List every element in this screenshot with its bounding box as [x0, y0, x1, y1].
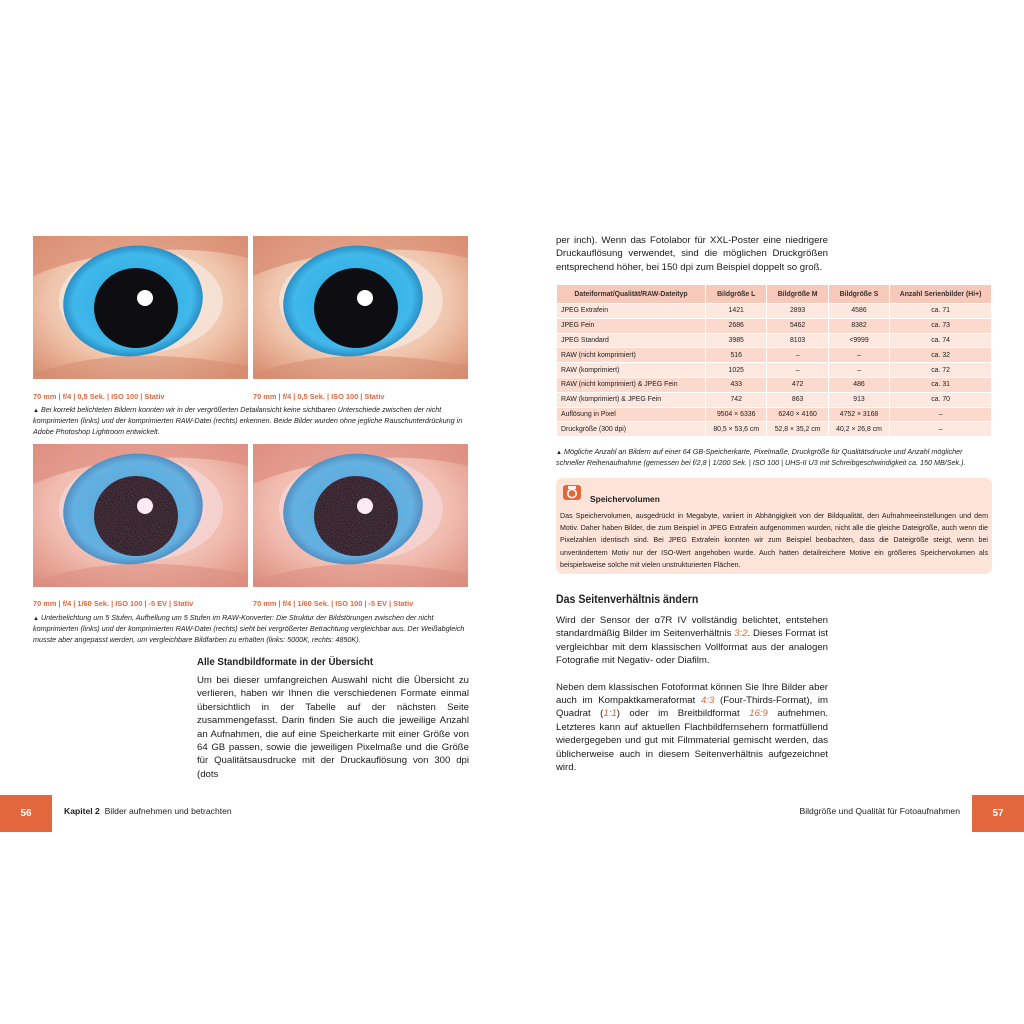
table-cell: RAW (nicht komprimiert) & JPEG Fein	[557, 377, 706, 392]
table-header: Anzahl Serienbilder (Hi+)	[890, 285, 992, 304]
camera-icon	[563, 485, 581, 500]
table-row	[557, 422, 992, 437]
table-cell: ca. 71	[890, 304, 992, 319]
intro-text	[556, 234, 828, 274]
running-title: Bildgröße und Qualität für Fotoaufnahmen	[799, 806, 960, 816]
table-row	[557, 377, 992, 392]
table-cell: ca. 73	[890, 318, 992, 333]
table-cell: –	[890, 422, 992, 437]
caption-text: Unterbelichtung um 5 Stufen, Aufhellung um 5 Stufen im RAW-Konverter: Die Struktur der Bildstörungen zwischen der nicht komprimierten (links) und der komprimierten RAW-Datei (rechts) sieht bei vergrößerter Betrachtung vergleichbar aus. Der Weißabgleich musste aber angepasst werden, um vergleichbare Bildfarben zu erhalten (links: 5000K, rechts: 4850K).	[33, 613, 465, 644]
table-row	[557, 407, 992, 422]
table-header: Bildgröße S	[828, 285, 889, 304]
body-paragraph: Wird der Sensor der α7R IV vollständig belichtet, entstehen standardmäßig Bilder im Seitenverhältnis 3:2. Dieses Format ist vergleichbar mit dem klassischen Vollformat aus der analogen Fotografie mit Negativ- oder Diafilm.	[556, 615, 828, 667]
section-heading-formats: Alle Standbildformate in der Übersicht	[197, 656, 374, 668]
table-cell: 6240 × 4160	[767, 407, 828, 422]
table-row	[557, 392, 992, 407]
format-table	[556, 284, 992, 437]
info-box-title: Speichervolumen	[590, 494, 660, 504]
caption-marker: ▲	[556, 450, 562, 456]
table-cell: <9999	[828, 333, 889, 348]
table-cell: 472	[767, 377, 828, 392]
table-cell: 9504 × 6336	[706, 407, 767, 422]
table-row	[557, 304, 992, 319]
table-cell: 433	[706, 377, 767, 392]
table-cell: RAW (komprimiert)	[557, 363, 706, 378]
table-cell: –	[767, 348, 828, 363]
table-header: Bildgröße L	[706, 285, 767, 304]
section-heading-aspect: Das Seitenverhältnis ändern	[556, 594, 699, 606]
page-number-right: 57	[972, 795, 1024, 832]
body-paragraph: per inch). Wenn das Fotolabor für XXL-Poster eine niedrigere Druckauflösung verwendet, sind die möglichen Druckgrößen entsprechend höher, bei 150 dpi zum Beispiel doppelt so groß.	[556, 235, 828, 273]
caption-text: Bei korrekt belichteten Bildern konnten wir in der vergrößerten Detailansicht keine sichtbaren Unterschiede zwischen der nicht komprimierten (links) und der komprimierten RAW-Datei (rechts) erkennen. Beide Bilder wurden ohne jegliche Rauschunterdrückung in Adobe Photoshop Lightroom entwickelt.	[33, 405, 463, 436]
chapter-footer	[64, 806, 232, 816]
table-cell: 80,5 × 53,6 cm	[706, 422, 767, 437]
table-cell: RAW (nicht komprimiert)	[557, 348, 706, 363]
table-cell: 2686	[706, 318, 767, 333]
table-cell: 2893	[767, 304, 828, 319]
caption-text: Mögliche Anzahl an Bildern auf einer 64 GB-Speicherkarte, Pixelmaße, Druckgröße für Qualitätsdrucke und Anzahl möglicher schneller Reihenaufnahme (gemessen bei f/2,8 | 1/200 Sek. | ISO 100 | UHS-II U3 mit Schreibgeschwindigkeit ca. 150 MB/Sek.).	[556, 447, 966, 468]
table-cell: RAW (komprimiert) & JPEG Fein	[557, 392, 706, 407]
table-cell: JPEG Fein	[557, 318, 706, 333]
section-body-formats	[197, 674, 469, 781]
table-cell: ca. 72	[890, 363, 992, 378]
info-box-text: Das Speichervolumen, ausgedrückt in Megabyte, variiert in Abhängigkeit von der Bildqualität, den Aufnahmeeinstellungen und dem Motiv. Daher haben Bilder, die zum Beispiel in JPEG Extrafein aufgenommen wurden, nicht alle die gleiche Dateigröße, auch wenn die Pixelzahlen identisch sind. Bei JPEG Extrafein konnten wir zum Beispiel beobachten, dass die Dateigröße steigt, wenn bei unverändertem Motiv nur der ISO-Wert angehoben wurde. Auch hatten detailreichere Motive ein größeres Speichervolumen als beispielsweise solche mit vielen unstrukturierten Flächen.	[560, 512, 988, 569]
table-cell: ca. 32	[890, 348, 992, 363]
table-cell: ca. 74	[890, 333, 992, 348]
table-row	[557, 363, 992, 378]
table-cell: 5462	[767, 318, 828, 333]
table-cell: ca. 70	[890, 392, 992, 407]
table-row	[557, 333, 992, 348]
photo-exif-caption: 70 mm | f/4 | 1/60 Sek. | ISO 100 | -5 EV | Stativ	[253, 599, 414, 608]
table-cell: –	[828, 348, 889, 363]
table-cell: 3985	[706, 333, 767, 348]
page-number-left: 56	[0, 795, 52, 832]
table-cell: 486	[828, 377, 889, 392]
photo-eye-correct-uncompressed	[33, 236, 248, 379]
caption-marker: ▲	[33, 408, 39, 414]
photo-exif-caption: 70 mm | f/4 | 0,5 Sek. | ISO 100 | Stativ	[33, 392, 165, 401]
table-header-row	[557, 285, 992, 304]
table-cell: 1025	[706, 363, 767, 378]
chapter-title: Bilder aufnehmen und betrachten	[104, 806, 232, 816]
figure-caption-underexposure	[33, 613, 470, 645]
figure-caption-correct-exposure	[33, 405, 470, 437]
body-paragraph: Um bei dieser umfangreichen Auswahl nicht die Übersicht zu verlieren, haben wir Ihnen die verschiedenen Formate einmal übersichtlich in der Tabelle auf der nächsten Seite zusammengefasst. Darin finden Sie auch die jeweilige Anzahl an Aufnahmen, die auf eine Speicherkarte mit einer Größe von 64 GB passen, sowie die jeweiligen Pixelmaße und die Größe für Qualitätsausdrucke mit der Druckauflösung von 300 dpi (dots	[197, 675, 469, 780]
body-paragraph: Neben dem klassischen Fotoformat können Sie Ihre Bilder aber auch im Kompaktkameraformat 4:3 (Four-Thirds-Format), im Quadrat (1:1) oder im Breitbildformat 16:9 aufnehmen. Letzteres kann auf aktuellen Flachbildfernsehern formatfüllend wiedergegeben und gut mit Filmmaterial gemischt werden, das üblicherweise auch in diesem Seitenverhältnis aufgezeichnet wird.	[556, 681, 828, 774]
table-cell: –	[828, 363, 889, 378]
caption-marker: ▲	[33, 616, 39, 622]
aspect-ratio-3-2: 3:2	[734, 628, 748, 640]
table-caption	[556, 447, 992, 469]
table-cell: Auflösung in Pixel	[557, 407, 706, 422]
table-header: Dateiformat/Qualität/RAW-Dateityp	[557, 285, 706, 304]
photo-eye-correct-compressed	[253, 236, 468, 379]
chapter-label: Kapitel 2	[64, 806, 100, 816]
table-cell: 863	[767, 392, 828, 407]
table-cell: –	[890, 407, 992, 422]
table-cell: Druckgröße (300 dpi)	[557, 422, 706, 437]
table-header: Bildgröße M	[767, 285, 828, 304]
table-cell: 516	[706, 348, 767, 363]
table-cell: 4586	[828, 304, 889, 319]
photo-eye-underexposed-compressed	[253, 444, 468, 587]
aspect-ratio-16-9: 16:9	[749, 708, 768, 720]
table-cell: JPEG Standard	[557, 333, 706, 348]
table-cell: ca. 31	[890, 377, 992, 392]
table-cell: –	[767, 363, 828, 378]
table-row	[557, 348, 992, 363]
table-cell: 8382	[828, 318, 889, 333]
photo-exif-caption: 70 mm | f/4 | 0,5 Sek. | ISO 100 | Stativ	[253, 392, 385, 401]
table-cell: 52,8 × 35,2 cm	[767, 422, 828, 437]
aspect-ratio-1-1: 1:1	[603, 708, 617, 720]
table-cell: 742	[706, 392, 767, 407]
table-row	[557, 318, 992, 333]
photo-eye-underexposed-uncompressed	[33, 444, 248, 587]
section-body-aspect	[556, 614, 828, 774]
info-box-storage	[556, 478, 992, 574]
table-cell: 40,2 × 26,8 cm	[828, 422, 889, 437]
aspect-ratio-4-3: 4:3	[700, 695, 715, 707]
photo-exif-caption: 70 mm | f/4 | 1/60 Sek. | ISO 100 | -5 EV | Stativ	[33, 599, 194, 608]
table-cell: 4752 × 3168	[828, 407, 889, 422]
table-cell: 1421	[706, 304, 767, 319]
table-cell: 913	[828, 392, 889, 407]
table-cell: 8103	[767, 333, 828, 348]
table-cell: JPEG Extrafein	[557, 304, 706, 319]
